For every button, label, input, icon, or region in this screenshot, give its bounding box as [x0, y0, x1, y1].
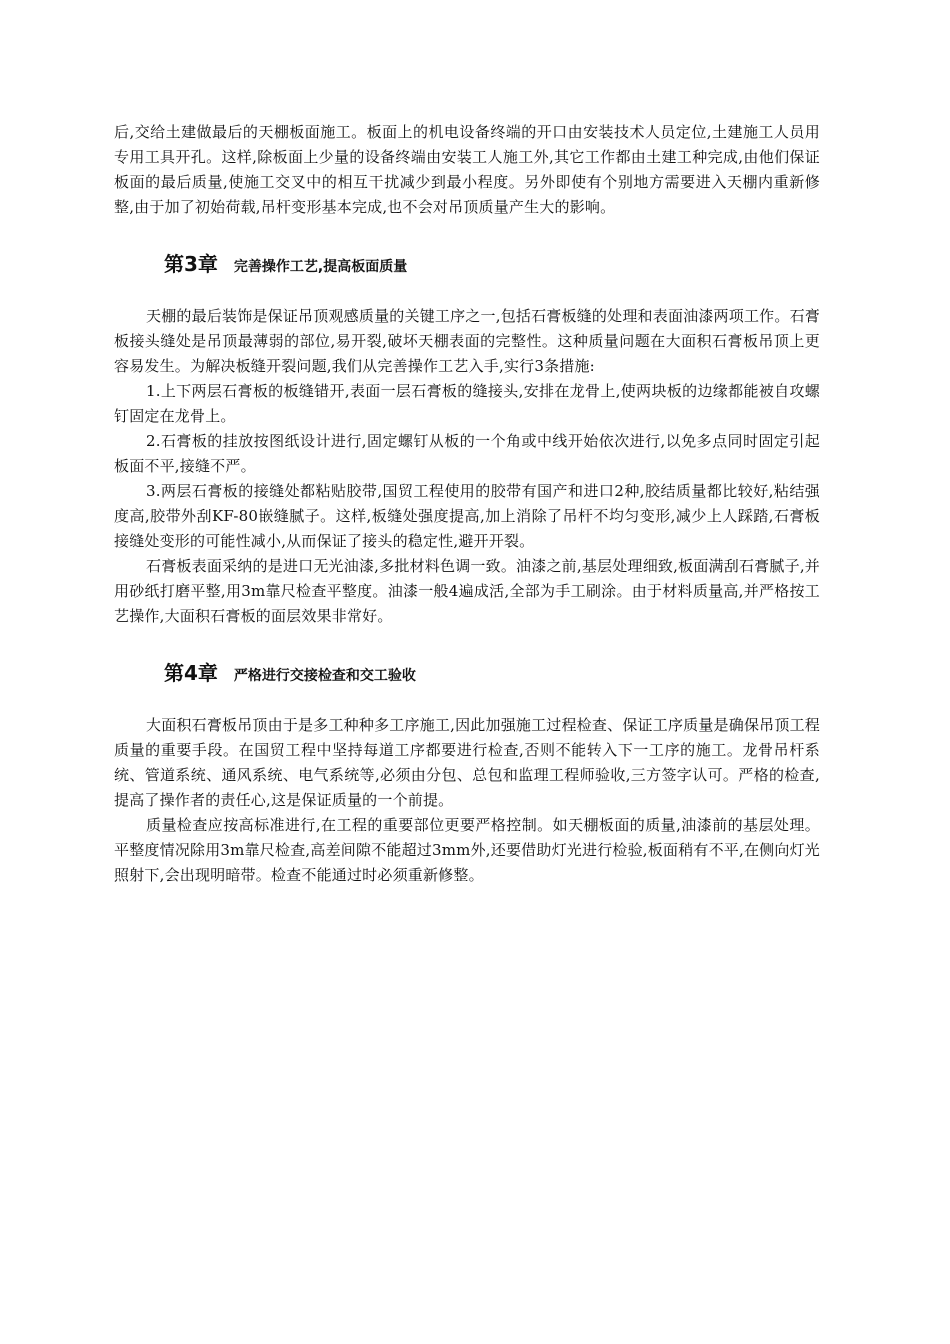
chapter-3-heading [114, 249, 820, 282]
chapter-3-number: 第3章 [164, 252, 218, 276]
document-page [114, 120, 820, 888]
chapter-4-paragraph: 质量检查应按高标准进行,在工程的重要部位更要严格控制。如天棚板面的质量,油漆前的基层处理。平整度情况除用3m靠尺检查,高差间隙不能超过3mm外,还要借助灯光进行检验,板面稍有不平,在侧向灯光照射下,会出现明暗带。检查不能通过时必须重新修整。 [114, 816, 820, 884]
chapter-3-paragraph: 石膏板表面采纳的是进口无光油漆,多批材料色调一致。油漆之前,基层处理细致,板面满刮石膏腻子,并用砂纸打磨平整,用3m靠尺检查平整度。油漆一般4遍成活,全部为手工刷涂。由于材料质量高,并严格按工艺操作,大面积石膏板的面层效果非常好。 [114, 557, 820, 625]
chapter-4-paragraph: 大面积石膏板吊顶由于是多工种种多工序施工,因此加强施工过程检查、保证工序质量是确保吊顶工程质量的重要手段。在国贸工程中坚持每道工序都要进行检查,否则不能转入下一工序的施工。龙骨吊杆系统、管道系统、通风系统、电气系统等,必须由分包、总包和监理工程师验收,三方签字认可。严格的检查,提高了操作者的责任心,这是保证质量的一个前提。 [114, 716, 820, 809]
chapter-4-title: 严格进行交接检查和交工验收 [233, 668, 416, 684]
chapter-3-paragraph: 天棚的最后装饰是保证吊顶观感质量的关键工序之一,包括石膏板缝的处理和表面油漆两项工作。石膏板接头缝处是吊顶最薄弱的部位,易开裂,破坏天棚表面的完整性。这种质量问题在大面积石膏板吊顶上更容易发生。为解决板缝开裂问题,我们从完善操作工艺入手,实行3条措施: [114, 307, 820, 375]
chapter-4-heading [114, 658, 820, 691]
continuation-paragraph: 后,交给土建做最后的天棚板面施工。板面上的机电设备终端的开口由安装技术人员定位,土建施工人员用专用工具开孔。这样,除板面上少量的设备终端由安装工人施工外,其它工作都由土建工种完成,由他们保证板面的最后质量,使施工交叉中的相互干扰减少到最小程度。另外即使有个别地方需要进入天棚内重新修整,由于加了初始荷载,吊杆变形基本完成,也不会对吊顶质量产生大的影响。 [114, 123, 820, 216]
chapter-4-number: 第4章 [164, 661, 218, 685]
chapter-3-list-item-2: 2.石膏板的挂放按图纸设计进行,固定螺钉从板的一个角或中线开始依次进行,以免多点同时固定引起板面不平,接缝不严。 [114, 432, 820, 475]
chapter-3-list-item-3: 3.两层石膏板的接缝处都粘贴胶带,国贸工程使用的胶带有国产和进口2种,胶结质量都比较好,粘结强度高,胶带外刮KF-80嵌缝腻子。这样,板缝处强度提高,加上消除了吊杆不均匀变形,减少上人踩踏,石膏板接缝处变形的可能性减小,从而保证了接头的稳定性,避开开裂。 [114, 482, 820, 550]
chapter-3-title: 完善操作工艺,提高板面质量 [233, 259, 408, 275]
chapter-3-list-item-1: 1.上下两层石膏板的板缝错开,表面一层石膏板的缝接头,安排在龙骨上,使两块板的边缘都能被自攻螺钉固定在龙骨上。 [114, 382, 820, 425]
